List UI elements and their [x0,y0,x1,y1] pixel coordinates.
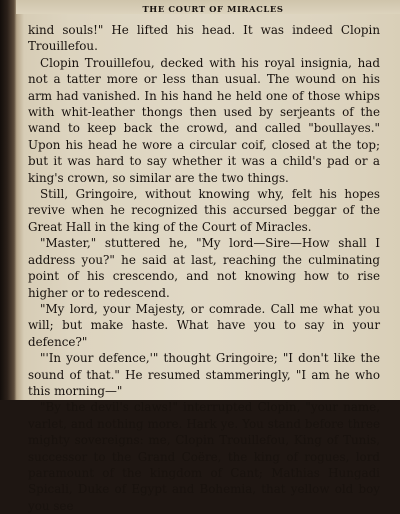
running-head: THE COURT OF MIRACLES [142,4,284,14]
body-text [28,22,380,514]
book-gutter [0,0,16,400]
paragraph: "Master," stuttered he, "My lord—Sire—How shall I address you?" he said at last, reaching the culminating point of his crescendo, and not knowing how to rise higher or to redescend. [28,236,380,300]
paragraph: kind souls!" He lifted his head. It was indeed Clopin Trouillefou. [28,23,380,54]
paragraph: Still, Gringoire, without knowing why, felt his hopes revive when he recognized this accursed beggar of the Great Hall in the king of the Court of Miracles. [28,187,380,234]
paragraph: "'In your defence,'" thought Gringoire; "I don't like the sound of that." He resumed stammeringly, "I am he who this morning—" [28,351,380,398]
paragraph: Clopin Trouillefou, decked with his royal insignia, had not a tatter more or less than usual. The wound on his arm had vanished. In his hand he held one of those whips with whit-leather thongs then used by serjeants of the wand to keep back the crowd, and called "boullayes." Upon his head he wore a circular coif, closed at the top; but it was hard to say whether it was a child's pad or a king's crown, so similar are the two things. [28,55,380,185]
paragraph: "My lord, your Majesty, or comrade. Call me what you will; but make haste. What have you to say in your defence?" [28,301,380,349]
paragraph: "By the devil's claws!" interrupted Clopin, "your name, varlet, and nothing more. Hark ye. You stand before three mighty sovereigns: me, Clopin Trouillefou, King of Tunis, successor to the Grand Coëre, the king of rogues, lord paramount of the kingdom of Cant; Mathias Hungadi Spicali, Duke of Egypt and Bohemia, that yellow old boy you see [28,400,380,513]
